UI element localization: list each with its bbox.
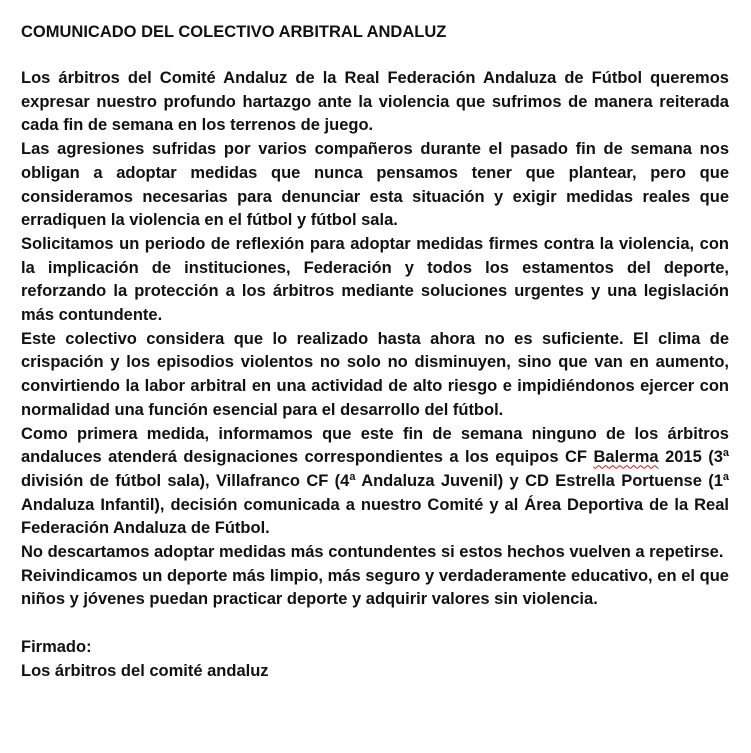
- paragraph-intro: Los árbitros del Comité Andaluz de la Real Federación Andaluza de Fútbol queremos expresar nuestro profundo hartazgo ante la violencia que sufrimos de manera reiterada cada fin de semana en los terrenos de juego.: [21, 69, 729, 135]
- document-body: [21, 20, 729, 683]
- paragraph-vindication: Reivindicamos un deporte más limpio, más seguro y verdaderamente educativo, en el que niños y jóvenes puedan practicar deporte y adquirir valores sin violencia.: [21, 566, 729, 609]
- paragraph-first-measure: [21, 423, 729, 542]
- paragraph-no-rule-out: No descartamos adoptar medidas más contundentes si estos hechos vuelven a repetirse.: [21, 543, 724, 562]
- signature-name: Los árbitros del comité andaluz: [21, 661, 269, 680]
- first-measure-text-start: Como primera medida, informamos que este fin de semana ninguno de los árbitros andaluces atenderá designaciones correspondientes a los equipos CF: [21, 424, 729, 467]
- paragraph-aggressions: Las agresiones sufridas por varios compañeros durante el pasado fin de semana nos obligan a adoptar medidas que nunca pensamos tener que plantear, pero que consideramos necesarias para denunciar esta situación y exigir medidas reales que erradiquen la violencia en el fútbol y fútbol sala.: [21, 140, 729, 230]
- signature-label: Firmado:: [21, 637, 92, 656]
- spellcheck-flagged-word: Balerma: [593, 448, 659, 467]
- paragraph-reflection: Solicitamos un periodo de reflexión para adoptar medidas firmes contra la violencia, con la implicación de instituciones, Federación y todos los estamentos del deporte, reforzando la protección a los árbitros mediante soluciones urgentes y una legislación más contundente.: [21, 234, 729, 325]
- blank-line: [21, 612, 729, 636]
- first-measure-text-end: 2015 (3ª división de fútbol sala), Villafranco CF (4ª Andaluza Juvenil) y CD Estrella Portuense (1ª Andaluza Infantil), decisión comunicada a nuestro Comité y al Área Deportiva de la Real Federación Andaluza de Fútbol.: [21, 448, 730, 538]
- paragraph-insufficient: Este colectivo considera que lo realizado hasta ahora no es suficiente. El clima de crispación y los episodios violentos no solo no disminuyen, sino que van en aumento, convirtiendo la labor arbitral en una actividad de alto riesgo e impidiéndonos ejercer con normalidad una función esencial para el desarrollo del fútbol.: [21, 329, 729, 419]
- document-title: COMUNICADO DEL COLECTIVO ARBITRAL ANDALUZ: [21, 23, 447, 41]
